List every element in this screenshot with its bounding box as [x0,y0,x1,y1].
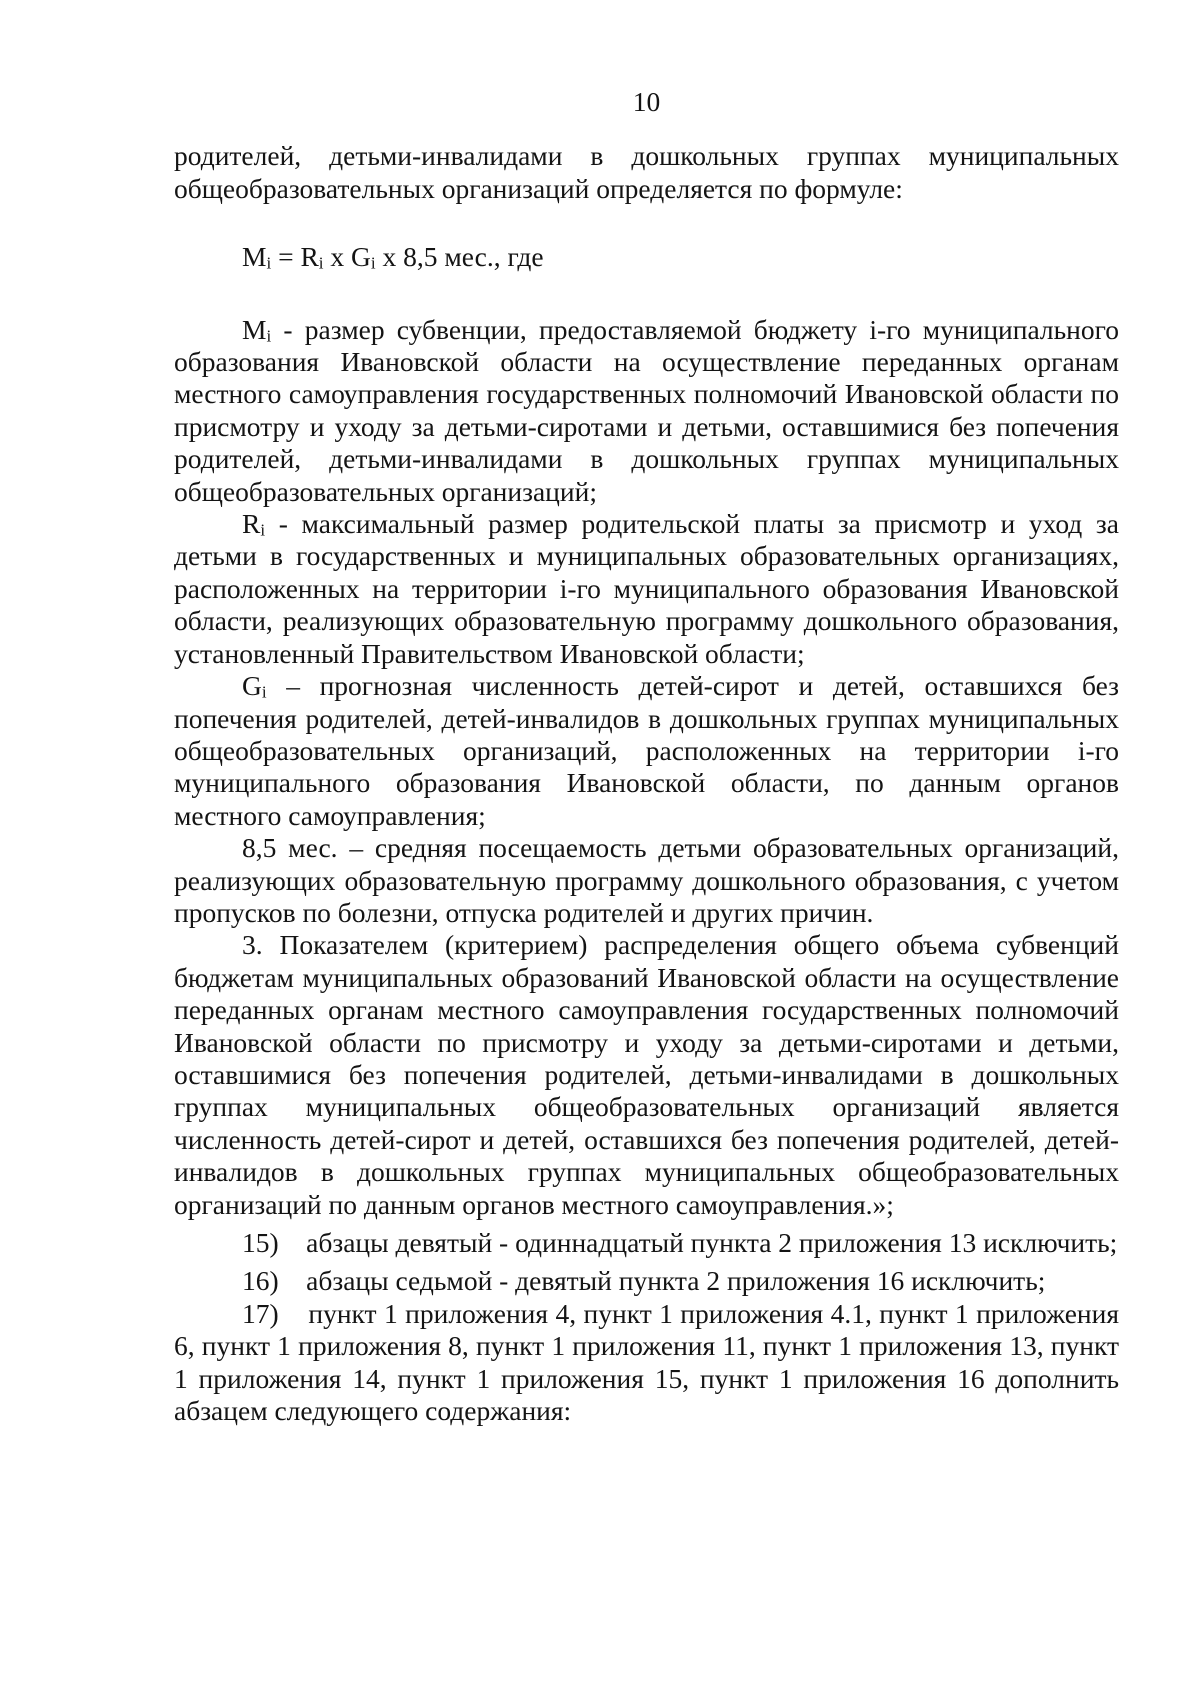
definition-g [174,670,1119,832]
definition-g-symbol: G [242,670,262,702]
definition-m-symbol: M [242,313,267,345]
definition-m-subscript: i [266,326,272,346]
paragraph-16: 16) абзацы седьмой - девятый пункта 2 приложения 16 исключить; [242,1265,1046,1297]
formula-m-symbol: M [242,241,267,273]
formula-equals: = [271,241,301,273]
definition-m-text: - размер субвенции, предоставляемой бюджету i-го муниципального образования Ивановской области на осуществление переданных органам местного самоуправления государственных полномочий Ивановской области по присмотру и уходу за детьми-сиротами и детьми, оставшимися без попечения родителей, детьми-инвалидами в дошкольных группах муниципальных общеобразовательных организаций; [174,313,1119,507]
definition-g-subscript: i [261,682,267,702]
paragraph-15: 15) абзацы девятый - одиннадцатый пункта 2 приложения 13 исключить; [242,1227,1118,1258]
formula-r-subscript: i [318,253,324,273]
formula-times: x [323,241,352,273]
formula [174,241,1119,273]
definition-months: 8,5 мес. – средняя посещаемость детьми образовательных организаций, реализующих образовательную программу дошкольного образования, с учетом пропусков по болезни, отпуска родителей и других причин. [174,832,1119,928]
page-number: 10 [632,86,661,117]
formula-rest: x 8,5 мес., где [375,241,544,273]
formula-m-subscript: i [266,253,272,273]
definition-m [174,314,1119,508]
definition-r-text: - максимальный размер родительской платы за присмотр и уход за детьми в государственных и муниципальных образовательных организациях, расположенных на территории i-го муниципального образования Ивановской области, реализующих образовательную программу дошкольного образования, установленный Правительством Ивановской области; [174,508,1119,669]
definition-r-subscript: i [260,520,266,540]
formula-g-subscript: i [370,253,376,273]
intro-paragraph: родителей, детьми-инвалидами в дошкольных группах муниципальных общеобразовательных организаций определяется по формуле: [174,140,1119,204]
definition-g-text: – прогнозная численность детей-сирот и детей, оставшихся без попечения родителей, детей-инвалидов в дошкольных группах муниципальных общеобразовательных организаций, расположенных на территории i-го муниципального образования Ивановской области, по данным органов местного самоуправления; [174,670,1119,831]
paragraph-3: 3. Показателем (критерием) распределения общего объема субвенций бюджетам муниципальных образований Ивановской области на осуществление переданных органам местного самоуправления государственных полномочий Ивановской области по присмотру и уходу за детьми-сиротами и детьми, оставшимися без попечения родителей, детьми-инвалидами в дошкольных группах муниципальных общеобразовательных организаций является численность детей-сирот и детей, оставшихся без попечения родителей, детей-инвалидов в дошкольных группах муниципальных общеобразовательных организаций по данным органов местного самоуправления.»; [174,929,1119,1220]
formula-r-symbol: R [300,241,319,273]
definition-r-symbol: R [242,508,261,540]
definition-r [174,508,1119,670]
formula-g-symbol: G [351,241,371,273]
paragraph-17: 17) пункт 1 приложения 4, пункт 1 приложения 4.1, пункт 1 приложения 6, пункт 1 приложения 8, пункт 1 приложения 11, пункт 1 приложения 13, пункт 1 приложения 14, пункт 1 приложения 15, пункт 1 приложения 16 дополнить абзацем следующего содержания: [174,1297,1126,1427]
